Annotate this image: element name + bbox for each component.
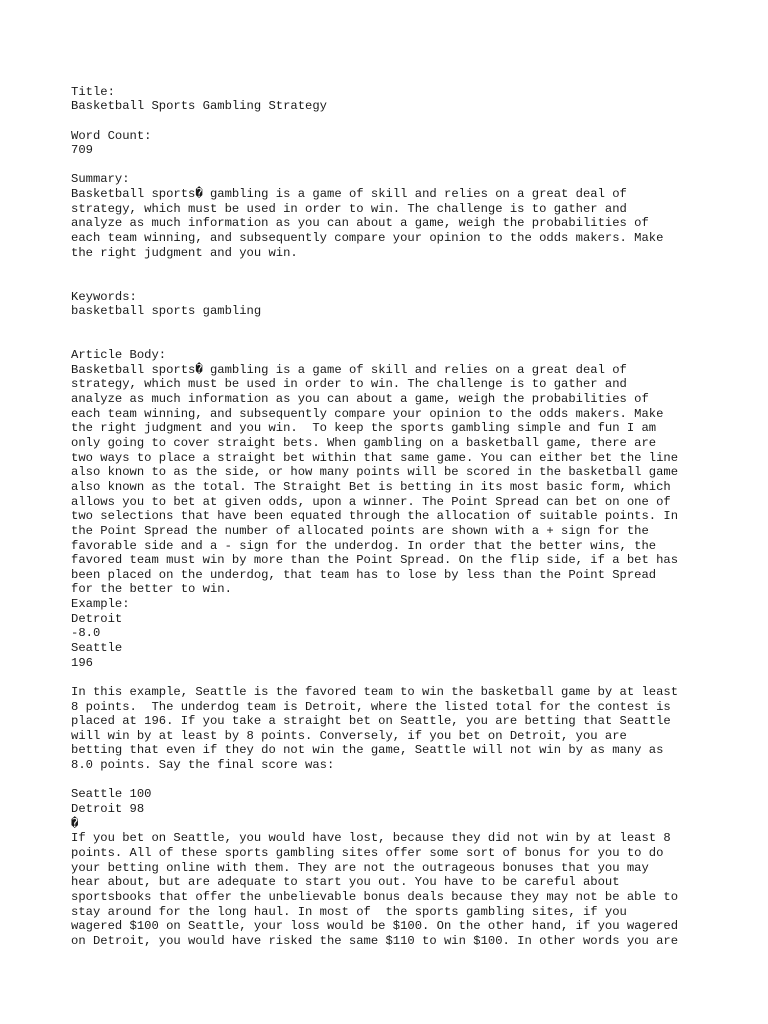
blank-line [71, 773, 751, 788]
text-line: each team winning, and subsequently compare your opinion to the odds makers. Make [71, 406, 664, 421]
text-line: the Point Spread the number of allocated points are shown with a + sign for the [71, 523, 649, 538]
text-line: also known to as the side, or how many points will be scored in the basketball game [71, 465, 679, 480]
text-line: 196 [71, 655, 93, 670]
text-line: basketball sports gambling [71, 304, 262, 319]
text-line: If you bet on Seattle, you would have lost, because they did not win by at least 8 [71, 831, 671, 846]
text-line: the right judgment and you win. To keep the sports gambling simple and fun I am [71, 421, 657, 436]
text-line: Seattle [71, 640, 123, 655]
text-line: wagered $100 on Seattle, your loss would be $100. On the other hand, if you wagered [71, 919, 679, 934]
text-line: for the better to win. [71, 582, 232, 597]
text-line: your betting online with them. They are not the outrageous bonuses that you may [71, 860, 649, 875]
text-line: betting that even if they do not win the game, Seattle will not win by as many as [71, 743, 664, 758]
text-line: -8.0 [71, 626, 101, 641]
text-line: 8.0 points. Say the final score was: [71, 758, 335, 773]
text-line: favored team must win by more than the Point Spread. On the flip side, if a bet has [71, 553, 679, 568]
text-line: Basketball Sports Gambling Strategy [71, 99, 327, 114]
text-line: Example: [71, 597, 130, 612]
text-line: analyze as much information as you can about a game, weigh the probabilities of [71, 216, 649, 231]
text-line: on Detroit, you would have risked the same $110 to win $100. In other words you are [71, 933, 679, 948]
text-line: stay around for the long haul. In most of the sports gambling sites, if you [71, 904, 627, 919]
text-line: In this example, Seattle is the favored team to win the basketball game by at least [71, 684, 679, 699]
text-line: two selections that have been equated through the allocation of suitable points. In [71, 509, 679, 524]
text-line: strategy, which must be used in order to win. The challenge is to gather and [71, 201, 627, 216]
blank-line [71, 158, 751, 173]
text-line: Article Body: [71, 348, 167, 363]
text-line: Detroit [71, 611, 123, 626]
text-line: 8 points. The underdog team is Detroit, where the listed total for the contest is [71, 699, 671, 714]
text-line: Seattle 100 [71, 787, 152, 802]
text-line: Title: [71, 84, 115, 99]
text-line: Summary: [71, 172, 130, 187]
text-line: hear about, but are adequate to start you out. You have to be careful about [71, 875, 620, 890]
blank-line [71, 319, 751, 334]
text-line: will win by at least by 8 points. Conversely, if you bet on Detroit, you are [71, 728, 627, 743]
blank-line [71, 114, 751, 129]
blank-line [71, 275, 751, 290]
text-line: analyze as much information as you can about a game, weigh the probabilities of [71, 392, 649, 407]
text-line: been placed on the underdog, that team has to lose by less than the Point Spread [71, 567, 657, 582]
text-line: sportsbooks that offer the unbelievable bonus deals because they may not be able to [71, 889, 679, 904]
text-line: points. All of these sports gambling sites offer some sort of bonus for you to do [71, 845, 664, 860]
blank-line [71, 260, 751, 275]
blank-line [71, 670, 751, 685]
text-line: two ways to place a straight bet within that same game. You can either bet the line [71, 450, 679, 465]
text-line: Detroit 98 [71, 802, 145, 817]
blank-line [71, 334, 751, 349]
document-page [71, 70, 751, 948]
text-line: Keywords: [71, 289, 137, 304]
text-line: favorable side and a - sign for the underdog. In order that the better wins, the [71, 538, 657, 553]
text-line: also known as the total. The Straight Bet is betting in its most basic form, which [71, 479, 671, 494]
text-line: strategy, which must be used in order to win. The challenge is to gather and [71, 377, 627, 392]
text-line: allows you to bet at given odds, upon a winner. The Point Spread can bet on one of [71, 494, 671, 509]
text-line: each team winning, and subsequently compare your opinion to the odds makers. Make [71, 231, 664, 246]
text-line: only going to cover straight bets. When gambling on a basketball game, there are [71, 436, 657, 451]
text-line: Word Count: [71, 128, 152, 143]
text-line: � [71, 816, 79, 831]
text-line: placed at 196. If you take a straight bet on Seattle, you are betting that Seattle [71, 714, 671, 729]
text-line: 709 [71, 143, 93, 158]
blank-line [71, 70, 751, 85]
text-line: Basketball sports� gambling is a game of skill and relies on a great deal of [71, 187, 627, 202]
text-line: the right judgment and you win. [71, 245, 298, 260]
text-line: Basketball sports� gambling is a game of skill and relies on a great deal of [71, 362, 627, 377]
